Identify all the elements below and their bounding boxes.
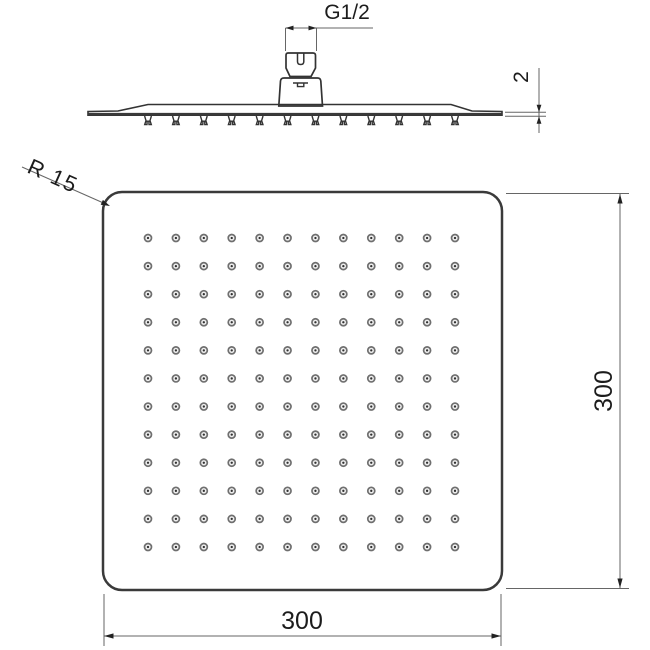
nozzle bbox=[256, 487, 263, 494]
thread-extension-lines bbox=[286, 28, 317, 51]
nozzle bbox=[396, 515, 403, 522]
nozzle bbox=[172, 319, 179, 326]
nozzle bbox=[172, 515, 179, 522]
nozzle bbox=[312, 263, 319, 270]
nozzle bbox=[396, 431, 403, 438]
nozzle bbox=[172, 403, 179, 410]
nozzle bbox=[452, 403, 459, 410]
nozzle bbox=[228, 544, 235, 551]
nozzle bbox=[145, 375, 152, 382]
nozzle bbox=[312, 459, 319, 466]
nozzle bbox=[145, 487, 152, 494]
nozzle bbox=[172, 263, 179, 270]
nozzle bbox=[452, 291, 459, 298]
side-nozzle bbox=[173, 116, 180, 125]
nozzle bbox=[228, 515, 235, 522]
nozzle bbox=[172, 487, 179, 494]
side-nozzle bbox=[452, 116, 459, 125]
side-nozzle bbox=[424, 116, 431, 125]
nozzle bbox=[424, 403, 431, 410]
nozzle bbox=[284, 515, 291, 522]
side-nozzle bbox=[396, 116, 403, 125]
connector-base-notch bbox=[293, 83, 308, 87]
side-nozzle bbox=[368, 116, 375, 125]
nozzle bbox=[368, 263, 375, 270]
thickness-extension-lines bbox=[505, 112, 546, 116]
nozzle bbox=[145, 403, 152, 410]
nozzle bbox=[368, 291, 375, 298]
nozzle bbox=[200, 319, 207, 326]
nozzle bbox=[452, 487, 459, 494]
nozzle bbox=[424, 319, 431, 326]
nozzle bbox=[452, 263, 459, 270]
nozzle bbox=[256, 235, 263, 242]
nozzle bbox=[228, 459, 235, 466]
nozzle bbox=[340, 544, 347, 551]
nozzle bbox=[228, 375, 235, 382]
nozzle bbox=[340, 319, 347, 326]
height-dimension-label: 300 bbox=[590, 370, 618, 412]
thread-arrow-right bbox=[309, 26, 317, 31]
connector-base bbox=[279, 78, 323, 106]
nozzle bbox=[228, 431, 235, 438]
nozzle bbox=[228, 263, 235, 270]
nozzle bbox=[396, 235, 403, 242]
nozzle bbox=[228, 403, 235, 410]
nozzle bbox=[284, 263, 291, 270]
nozzle bbox=[200, 375, 207, 382]
nozzle bbox=[368, 347, 375, 354]
side-nozzle bbox=[145, 116, 152, 125]
nozzle bbox=[145, 235, 152, 242]
nozzle bbox=[172, 235, 179, 242]
thickness-arrow-top bbox=[537, 105, 542, 113]
nozzle bbox=[200, 459, 207, 466]
nozzle bbox=[452, 319, 459, 326]
nozzle bbox=[396, 319, 403, 326]
nozzle bbox=[368, 487, 375, 494]
nozzle bbox=[452, 459, 459, 466]
nozzle bbox=[312, 515, 319, 522]
nozzle bbox=[256, 291, 263, 298]
side-nozzle bbox=[284, 116, 291, 125]
width-dimension-label: 300 bbox=[281, 607, 323, 635]
nozzle bbox=[396, 403, 403, 410]
nozzle bbox=[284, 347, 291, 354]
nozzle bbox=[452, 431, 459, 438]
plan-view bbox=[22, 154, 629, 646]
nozzle bbox=[312, 403, 319, 410]
nozzle bbox=[396, 544, 403, 551]
nozzle bbox=[145, 544, 152, 551]
nozzle bbox=[424, 431, 431, 438]
nozzle bbox=[368, 544, 375, 551]
nozzle bbox=[368, 319, 375, 326]
nozzle bbox=[312, 431, 319, 438]
nozzle bbox=[312, 487, 319, 494]
nozzle bbox=[284, 544, 291, 551]
nozzle bbox=[340, 235, 347, 242]
nozzle bbox=[200, 235, 207, 242]
nozzle bbox=[228, 347, 235, 354]
nozzle bbox=[256, 263, 263, 270]
nozzle bbox=[228, 235, 235, 242]
nozzle bbox=[256, 347, 263, 354]
nozzle bbox=[172, 431, 179, 438]
nozzle bbox=[396, 291, 403, 298]
side-nozzle bbox=[340, 116, 347, 125]
nozzle bbox=[228, 319, 235, 326]
nozzle bbox=[312, 235, 319, 242]
inlet-connector bbox=[279, 53, 323, 106]
nozzle bbox=[424, 515, 431, 522]
nozzle bbox=[424, 235, 431, 242]
nozzle bbox=[200, 544, 207, 551]
nozzle bbox=[368, 403, 375, 410]
side-nozzle bbox=[312, 116, 319, 125]
radius-label: R 15 bbox=[23, 153, 83, 198]
nozzle bbox=[340, 291, 347, 298]
nozzle bbox=[256, 515, 263, 522]
nozzle bbox=[256, 319, 263, 326]
nozzle bbox=[396, 459, 403, 466]
nozzle bbox=[145, 291, 152, 298]
nozzle bbox=[200, 487, 207, 494]
nozzle bbox=[172, 375, 179, 382]
nozzle bbox=[368, 431, 375, 438]
height-arrow-top bbox=[617, 194, 622, 204]
nozzle bbox=[284, 291, 291, 298]
nozzle bbox=[256, 375, 263, 382]
side-nozzle-row bbox=[145, 116, 459, 125]
nozzle bbox=[452, 544, 459, 551]
nozzle bbox=[284, 487, 291, 494]
nozzle bbox=[452, 375, 459, 382]
thickness-arrow-bottom bbox=[537, 116, 542, 124]
nozzle bbox=[172, 544, 179, 551]
nozzle bbox=[396, 347, 403, 354]
radius-callout bbox=[22, 154, 110, 206]
width-dimension bbox=[104, 594, 501, 646]
nozzle bbox=[256, 403, 263, 410]
nozzle bbox=[424, 347, 431, 354]
nozzle bbox=[424, 263, 431, 270]
nozzle bbox=[340, 459, 347, 466]
nozzle bbox=[145, 347, 152, 354]
nozzle bbox=[256, 431, 263, 438]
nozzle bbox=[200, 291, 207, 298]
height-arrow-bottom bbox=[617, 579, 622, 589]
nozzle bbox=[256, 459, 263, 466]
side-nozzle bbox=[228, 116, 235, 125]
nozzle bbox=[452, 347, 459, 354]
height-dimension bbox=[506, 194, 629, 589]
nozzle bbox=[396, 487, 403, 494]
nozzle bbox=[284, 403, 291, 410]
side-view bbox=[88, 1, 546, 133]
nozzle bbox=[424, 291, 431, 298]
thickness-dimension-label: 2 bbox=[510, 71, 533, 83]
nozzle bbox=[256, 544, 263, 551]
nozzle bbox=[172, 347, 179, 354]
nozzle bbox=[452, 235, 459, 242]
thread-dimension-label: G1/2 bbox=[324, 1, 370, 24]
nozzle bbox=[145, 431, 152, 438]
nozzle bbox=[228, 487, 235, 494]
nozzle bbox=[228, 291, 235, 298]
nozzle bbox=[340, 487, 347, 494]
nozzle bbox=[200, 347, 207, 354]
nozzle bbox=[424, 544, 431, 551]
nozzle bbox=[312, 375, 319, 382]
nozzle bbox=[312, 544, 319, 551]
nozzle bbox=[452, 515, 459, 522]
nozzle bbox=[424, 375, 431, 382]
thickness-dimension bbox=[505, 68, 546, 133]
nozzle bbox=[200, 263, 207, 270]
nozzle bbox=[284, 319, 291, 326]
nozzle bbox=[340, 403, 347, 410]
nozzle bbox=[340, 263, 347, 270]
nozzle bbox=[172, 459, 179, 466]
side-nozzle bbox=[200, 116, 207, 125]
nozzle bbox=[145, 263, 152, 270]
nozzle bbox=[424, 487, 431, 494]
width-arrow-left bbox=[104, 633, 114, 638]
nozzle bbox=[145, 515, 152, 522]
thread-dimension bbox=[286, 1, 374, 51]
nozzle bbox=[368, 459, 375, 466]
width-arrow-right bbox=[492, 633, 502, 638]
nozzle bbox=[340, 515, 347, 522]
nozzle bbox=[396, 263, 403, 270]
thread-slot bbox=[298, 54, 304, 65]
nozzle bbox=[312, 291, 319, 298]
nozzle bbox=[284, 459, 291, 466]
nozzle bbox=[200, 515, 207, 522]
nozzle bbox=[200, 431, 207, 438]
nozzle bbox=[284, 431, 291, 438]
nozzle bbox=[284, 235, 291, 242]
thread-arrow-left bbox=[286, 26, 294, 31]
nozzle bbox=[312, 347, 319, 354]
nozzle bbox=[145, 319, 152, 326]
nozzle bbox=[340, 431, 347, 438]
nozzle bbox=[340, 347, 347, 354]
nozzle bbox=[368, 375, 375, 382]
nozzle bbox=[368, 235, 375, 242]
showerhead-face bbox=[103, 192, 502, 590]
nozzle bbox=[172, 291, 179, 298]
side-nozzle bbox=[256, 116, 263, 125]
nozzle bbox=[284, 375, 291, 382]
nozzle bbox=[368, 515, 375, 522]
nozzle bbox=[396, 375, 403, 382]
nozzle bbox=[145, 459, 152, 466]
nozzle bbox=[424, 459, 431, 466]
nozzle bbox=[200, 403, 207, 410]
nozzle bbox=[340, 375, 347, 382]
nozzle bbox=[312, 319, 319, 326]
